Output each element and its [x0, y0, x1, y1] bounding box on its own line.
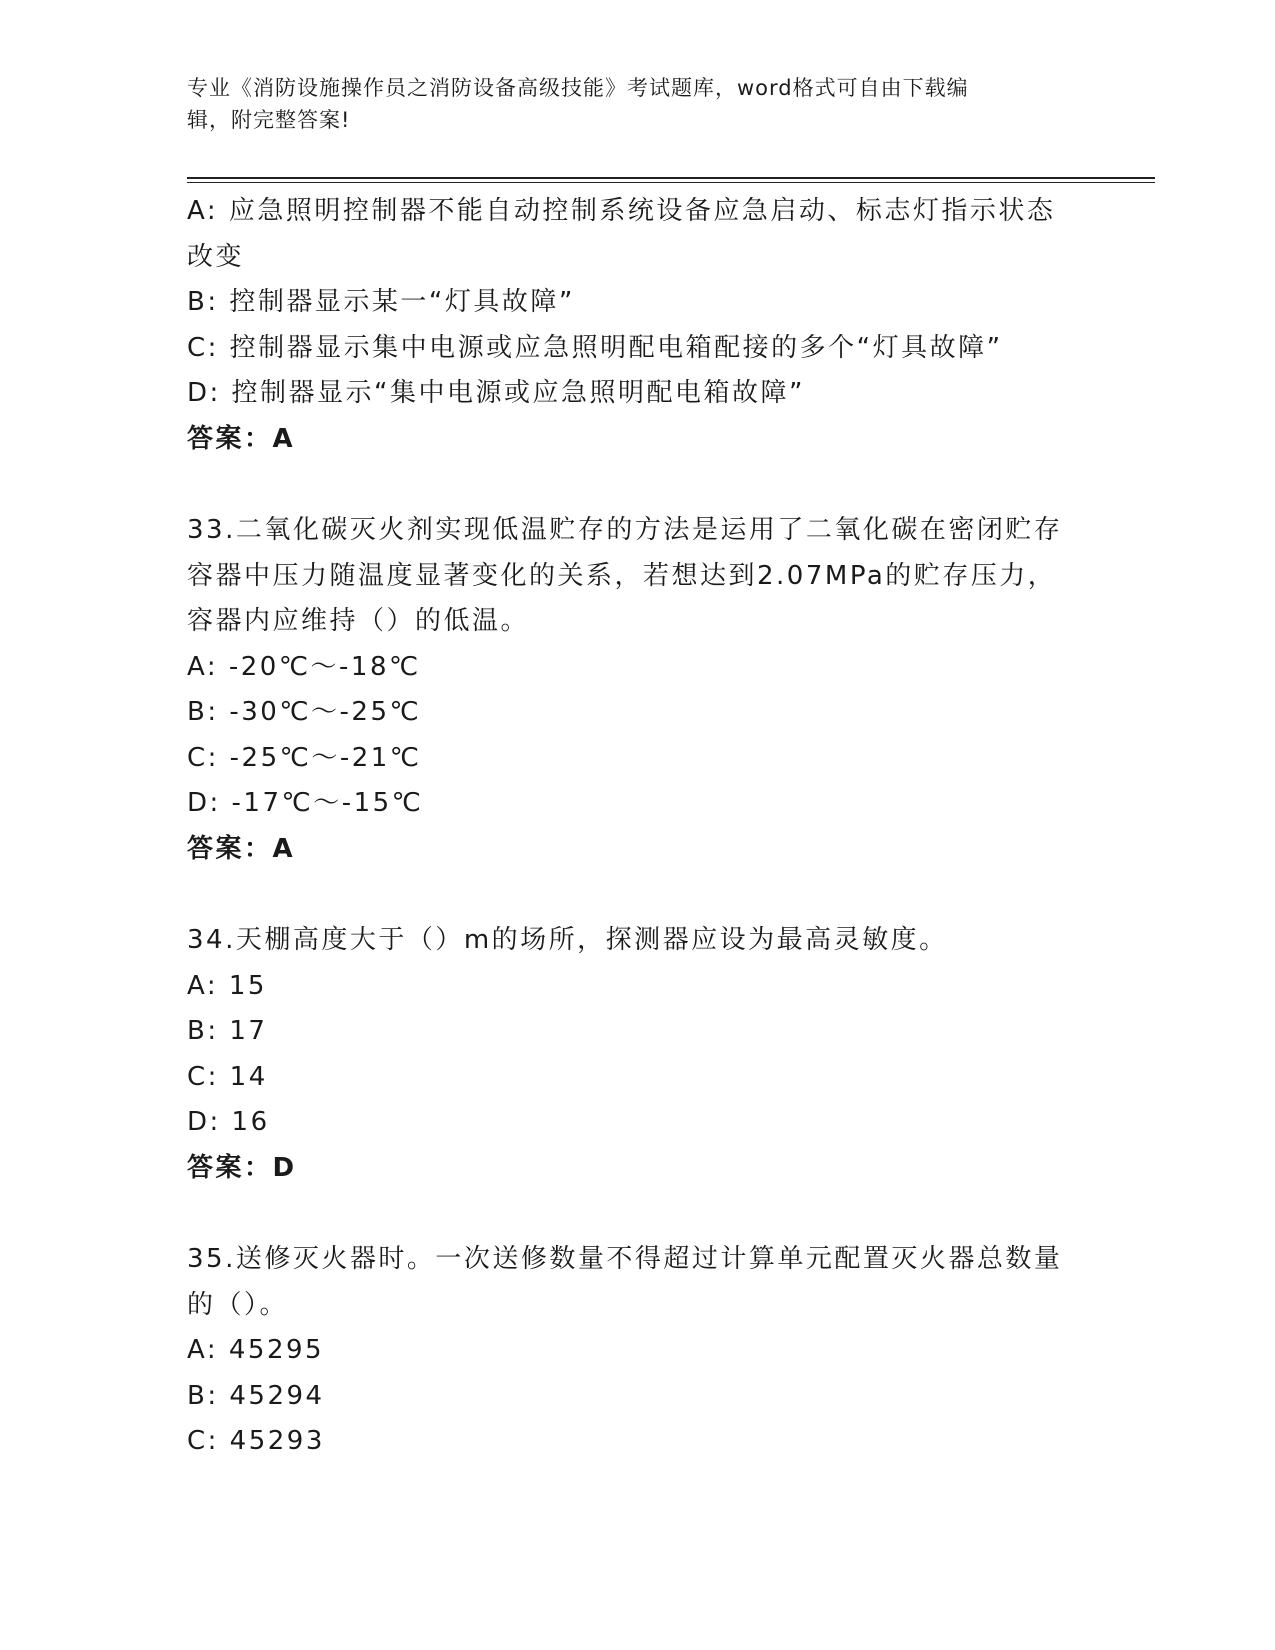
option-line: D: 16	[187, 1107, 270, 1137]
header-divider-thin	[187, 182, 1155, 183]
option-line: B: 45294	[187, 1380, 325, 1411]
option-line: D: 控制器显示“集中电源或应急照明配电箱故障”	[187, 378, 805, 408]
question-block	[187, 918, 1077, 1191]
option-line: A: -20℃～-18℃	[187, 651, 421, 682]
question-list	[187, 189, 1077, 1465]
question-text-line: 容器中压力随温度显著变化的关系，若想达到2.07MPa的贮存压力，	[187, 560, 1057, 591]
block-spacer	[187, 462, 1077, 508]
option-line: C: 控制器显示集中电源或应急照明配电箱配接的多个“灯具故障”	[187, 332, 1003, 363]
answer-line: 答案：D	[187, 1152, 297, 1183]
option-line: D: -17℃～-15℃	[187, 788, 424, 818]
option-line: B: -30℃～-25℃	[187, 697, 422, 727]
option-line: A: 45295	[187, 1335, 325, 1365]
option-line: B: 控制器显示某一“灯具故障”	[187, 287, 575, 317]
question-text-line: 的（）。	[187, 1289, 289, 1320]
header-line-1: 专业《消防设施操作员之消防设备高级技能》考试题库，word格式可自由下载编	[187, 76, 969, 100]
option-line: C: -25℃～-21℃	[187, 742, 422, 773]
option-line: C: 14	[187, 1061, 268, 1092]
option-line: A: 应急照明控制器不能自动控制系统设备应急启动、标志灯指示状态	[187, 196, 1056, 226]
block-spacer	[187, 1191, 1077, 1237]
option-line: A: 15	[187, 970, 267, 1001]
option-line: C: 45293	[187, 1426, 325, 1456]
question-block	[187, 1237, 1077, 1465]
option-line: B: 17	[187, 1016, 268, 1046]
answer-line: 答案：A	[187, 833, 296, 864]
question-text-line: 35.送修灭火器时。一次送修数量不得超过计算单元配置灭火器总数量	[187, 1244, 1063, 1274]
block-spacer	[187, 872, 1077, 918]
question-text-line: 33.二氧化碳灭火剂实现低温贮存的方法是运用了二氧化碳在密闭贮存	[187, 515, 1063, 545]
document-header	[187, 72, 1067, 136]
question-text-line: 容器内应维持（）的低温。	[187, 606, 530, 636]
header-line-2: 辑，附完整答案!	[187, 108, 351, 132]
header-divider-thick	[187, 177, 1155, 179]
question-text-line: 34.天棚高度大于（）m的场所，探测器应设为最高灵敏度。	[187, 925, 948, 955]
question-block	[187, 508, 1077, 872]
answer-line: 答案：A	[187, 423, 296, 454]
question-block	[187, 189, 1077, 462]
option-line: 改变	[187, 241, 245, 272]
